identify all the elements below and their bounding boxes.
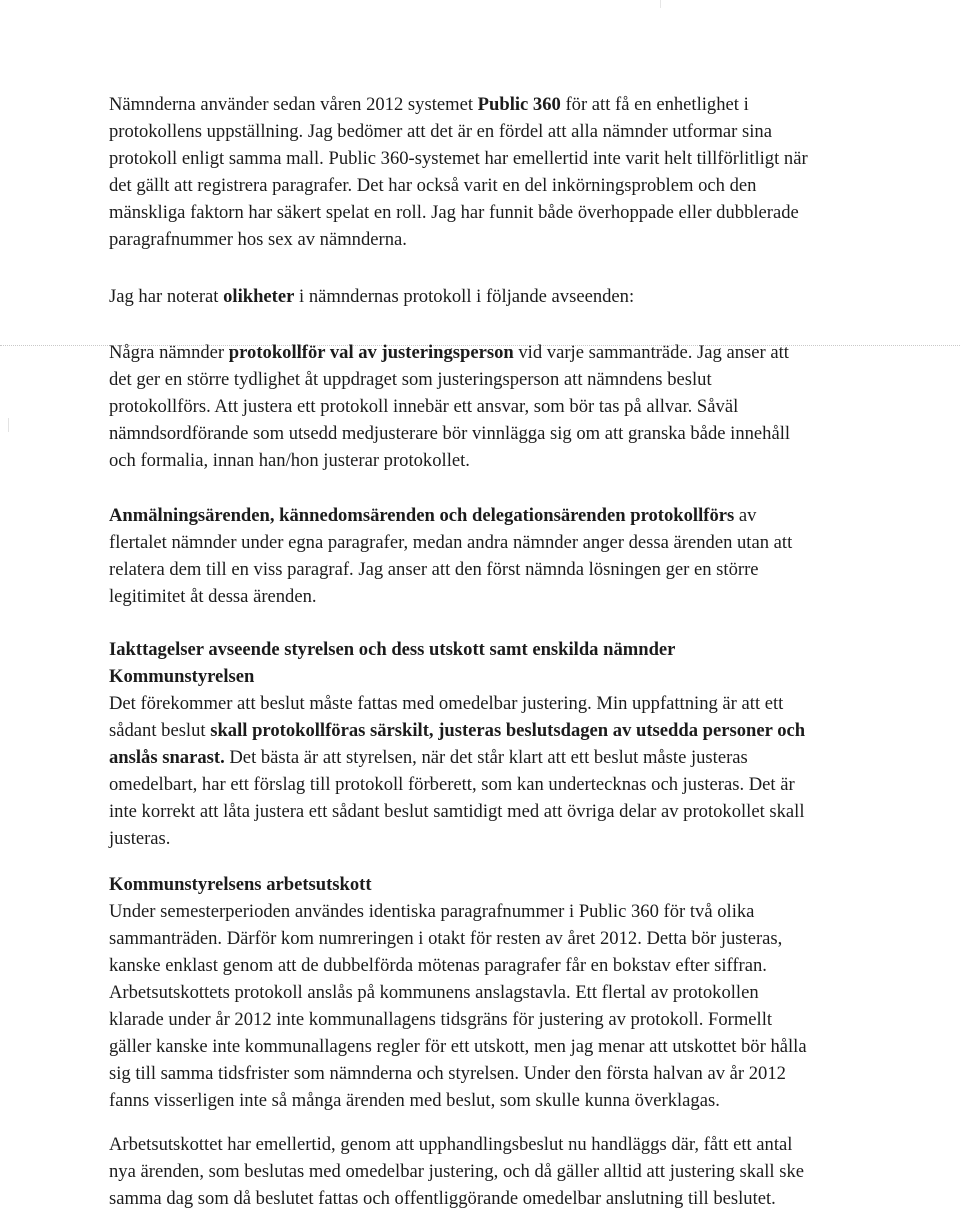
paragraph-differences <box>109 283 869 310</box>
text-line: relatera dem till en viss paragraf. Jag anser att den först nämnda lösningen ger en större <box>109 559 759 580</box>
subheading: Kommunstyrelsens arbetsutskott <box>109 874 372 895</box>
text-line: omedelbart, har ett förslag till protokoll förberett, som kan undertecknas och justeras. Det är <box>109 774 795 795</box>
paragraph-upphandling <box>109 1131 869 1212</box>
text-line: Anmälningsärenden, kännedomsärenden och delegationsärenden protokollförs av <box>109 505 757 526</box>
text-line: fanns visserligen inte så många ärenden med beslut, som skulle kunna överklagas. <box>109 1090 720 1111</box>
text-line: flertalet nämnder under egna paragrafer, medan andra nämnder anger dessa ärenden utan att <box>109 532 793 553</box>
text-line: protokoll enligt samma mall. Public 360-systemet har emellertid inte varit helt tillförlitligt när <box>109 148 808 169</box>
text-line: Jag har noterat olikheter i nämndernas protokoll i följande avseenden: <box>109 286 635 307</box>
text-line: det ger en större tydlighet åt uppdraget som justeringsperson att nämndens beslut <box>109 369 712 390</box>
text-line: protokollens uppställning. Jag bedömer att det är en fördel att alla nämnder utformar sina <box>109 121 772 142</box>
text-line: det gällt att registrera paragrafer. Det har också varit en del inkörningsproblem och den <box>109 175 757 196</box>
text-line: sammanträden. Därför kom numreringen i otakt för resten av året 2012. Detta bör justeras, <box>109 928 783 949</box>
text-line: Nämnderna använder sedan våren 2012 systemet Public 360 för att få en enhetlighet i <box>109 94 749 115</box>
paragraph-anmalningsarenden <box>109 502 869 610</box>
text-line: samma dag som då beslutet fattas och offentliggörande omedelbar anslutning till beslutet. <box>109 1188 776 1209</box>
text-line: nämndsordförande som utsedd medjusterare bör vinnlägga sig om att granska både innehåll <box>109 423 791 444</box>
text-line: Under semesterperioden användes identiska paragrafnummer i Public 360 för två olika <box>109 901 755 922</box>
section-kommunstyrelsen <box>109 636 869 852</box>
paragraph-public360 <box>109 91 869 253</box>
subheading: Kommunstyrelsen <box>109 666 255 687</box>
text-line: sådant beslut skall protokollföras särskilt, justeras beslutsdagen av utsedda personer och <box>109 720 806 741</box>
text-line: kanske enklast genom att de dubbelförda mötenas paragrafer får en bokstav efter siffran. <box>109 955 767 976</box>
paragraph-justeringsperson <box>109 339 869 474</box>
text-line: justeras. <box>109 828 171 849</box>
text-line: legitimitet åt dessa ärenden. <box>109 586 317 607</box>
scan-artifact <box>8 418 9 432</box>
text-line: klarade under år 2012 inte kommunallagens tidsgräns för justering av protokoll. Formellt <box>109 1009 773 1030</box>
text-line: nya ärenden, som beslutas med omedelbar justering, och då gäller alltid att justering skall ske <box>109 1161 805 1182</box>
text-line: sig till samma tidsfrister som nämnderna och styrelsen. Under den första halvan av år 2012 <box>109 1063 786 1084</box>
text-line: mänskliga faktorn har säkert spelat en roll. Jag har funnit både överhoppade eller dubblerade <box>109 202 799 223</box>
section-heading: Iakttagelser avseende styrelsen och dess utskott samt enskilda nämnder <box>109 639 676 660</box>
text-line: paragrafnummer hos sex av nämnderna. <box>109 229 407 250</box>
text-line: inte korrekt att låta justera ett sådant beslut samtidigt med att övriga delar av protokollet skall <box>109 801 805 822</box>
text-line: gäller kanske inte kommunallagens regler för ett utskott, men jag menar att utskottet bör hålla <box>109 1036 807 1057</box>
text-line: protokollförs. Att justera ett protokoll innebär ett ansvar, som bör tas på allvar. Såväl <box>109 396 739 417</box>
scan-artifact <box>660 0 661 8</box>
section-arbetsutskott <box>109 871 869 1114</box>
text-line: Arbetsutskottets protokoll anslås på kommunens anslagstavla. Ett flertal av protokollen <box>109 982 759 1003</box>
text-line: anslås snarast. Det bästa är att styrelsen, när det står klart att ett beslut måste justeras <box>109 747 748 768</box>
text-line: Det förekommer att beslut måste fattas med omedelbar justering. Min uppfattning är att ett <box>109 693 784 714</box>
text-line: och formalia, innan han/hon justerar protokollet. <box>109 450 470 471</box>
text-line: Några nämnder protokollför val av justeringsperson vid varje sammanträde. Jag anser att <box>109 342 789 363</box>
text-line: Arbetsutskottet har emellertid, genom att upphandlingsbeslut nu handläggs där, fått ett antal <box>109 1134 793 1155</box>
